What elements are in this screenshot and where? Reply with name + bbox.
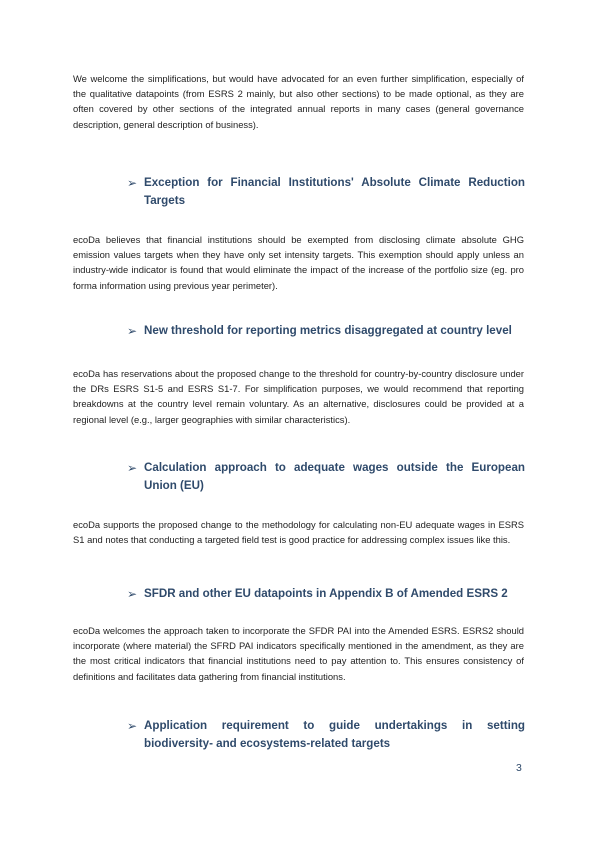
- heading-financial-institutions-targets: [127, 174, 525, 210]
- paragraph-sfdr: ecoDa welcomes the approach taken to incorporate the SFDR PAI into the Amended ESRS. ESRS2 should incorporate (where material) the SFRD PAI indicators specifically mentioned in the amendment, as they are the most critical indicators that financial institutions need to pay attention to. This ensures consistency of definitions and facilitates data gathering from financial institutions.: [73, 625, 524, 682]
- paragraph-financial-institutions: ecoDa believes that financial institutions should be exempted from disclosing climate absolute GHG emission values targets when they have only set intensity targets. This exemption should apply unless an industry-wide indicator is found that would eliminate the impact of the increase of the portfolio size (eg. pro forma information using previous year perimeter).: [73, 234, 524, 291]
- arrow-bullet-icon: ➢: [127, 176, 138, 190]
- heading-text: SFDR and other EU datapoints in Appendix B of Amended ESRS 2: [144, 587, 508, 600]
- heading-text: New threshold for reporting metrics disaggregated at country level: [144, 324, 512, 337]
- arrow-bullet-icon: ➢: [127, 461, 138, 475]
- arrow-bullet-icon: ➢: [127, 324, 138, 338]
- heading-biodiversity-targets: [127, 717, 525, 753]
- heading-adequate-wages: [127, 459, 525, 495]
- paragraph-simplifications: We welcome the simplifications, but would have advocated for an even further simplification, especially of the qualitative datapoints (from ESRS 2 mainly, but also other sections) to be made optional, as they are often covered by other sections of the integrated annual reports in many cases (general governance description, general description of business).: [73, 73, 524, 130]
- arrow-bullet-icon: ➢: [127, 719, 138, 733]
- heading-text: Application requirement to guide undertakings in setting biodiversity- and ecosystems-related targets: [144, 719, 525, 751]
- paragraph-adequate-wages: ecoDa supports the proposed change to the methodology for calculating non-EU adequate wages in ESRS S1 and notes that conducting a targeted field test is good practice for addressing complex issues like this.: [73, 519, 524, 546]
- heading-sfdr-datapoints: [127, 585, 525, 603]
- heading-text: Calculation approach to adequate wages outside the European Union (EU): [144, 461, 525, 493]
- paragraph-country-threshold: ecoDa has reservations about the proposed change to the threshold for country-by-country disclosure under the DRs ESRS S1-5 and ESRS S1-7. For simplification purposes, we would recommend that reporting breakdowns at the country level remain voluntary. As an alternative, disclosures could be provided at a regional level (e.g., larger geographies with similar characteristics).: [73, 368, 524, 425]
- heading-text: Exception for Financial Institutions' Absolute Climate Reduction Targets: [144, 176, 525, 208]
- heading-country-threshold: [127, 322, 525, 340]
- page-number: 3: [516, 762, 522, 774]
- arrow-bullet-icon: ➢: [127, 587, 138, 601]
